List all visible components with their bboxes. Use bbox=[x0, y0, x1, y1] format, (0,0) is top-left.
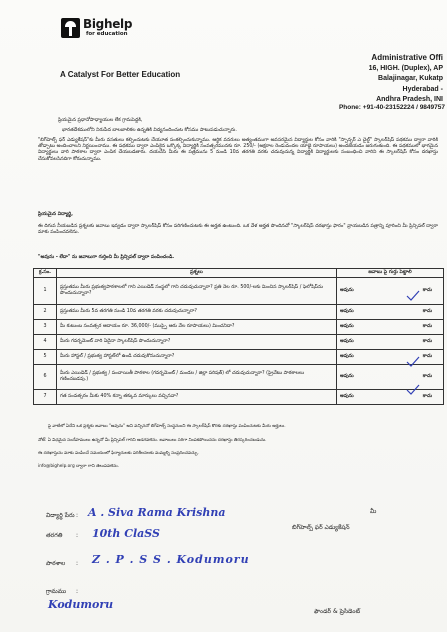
salutation: ప్రియమైన ప్రధానోపాధ్యాయుల లేక గ్రామపెద్దకి, bbox=[58, 118, 143, 123]
address-line: Andhra Pradesh, INI bbox=[376, 96, 443, 103]
answer-yes[interactable]: అవును bbox=[340, 339, 354, 344]
footer-line-3: ఈ దరఖాస్తును మాకు పంపించే సమయంలో ఫిర్యాదులకు పరిశీలనలకు మమ్మల్ని సంప్రదించవచ్చు. bbox=[38, 451, 199, 456]
tick-icon bbox=[407, 291, 419, 300]
answer-yes[interactable]: అవును bbox=[340, 309, 354, 314]
row-question: ప్రస్తుతము మీరు 5వ తరగతి నుండి 10వ తరగతి వరకు చదువుచున్నారా? bbox=[57, 305, 337, 320]
school-label: పాఠశాల bbox=[46, 560, 66, 567]
bighelp-logo-icon bbox=[61, 18, 80, 38]
village-label: గ్రామము bbox=[46, 588, 67, 595]
tagline: A Catalyst For Better Education bbox=[60, 70, 181, 79]
answer-no[interactable]: కాదు bbox=[422, 354, 432, 359]
address-line: Hyderabad - bbox=[402, 85, 443, 93]
student-name-label: విద్యార్థి పేరు bbox=[46, 512, 75, 519]
logo-name: Bighelp bbox=[83, 17, 133, 31]
school-value[interactable]: Z . P . S S . Kodumoru bbox=[92, 553, 250, 566]
column-header-answer: జవాబు పై గుర్తు పెట్టాలి bbox=[337, 269, 444, 278]
answer-yes[interactable]: అవును bbox=[340, 354, 354, 359]
answer-tick-marks bbox=[355, 290, 435, 400]
answer-no[interactable]: కాదు bbox=[422, 309, 432, 314]
answer-no[interactable]: కాదు bbox=[422, 339, 432, 344]
answer-no[interactable]: కాదు bbox=[422, 394, 432, 399]
row-question: గత సంవత్సరం మీకు 40% కన్నా తక్కువ మార్కులు వచ్చినవా? bbox=[57, 390, 337, 405]
footer-line-1: పై వాటిలో ఏదేని ఒక ప్రశ్నకు జవాబు "అవును" అని వచ్చినచో బిగ్‌హెల్ప్ సంస్థనుంచి ఈ స్కాలర్‌షిప్ కొరకు దరఖాస్తు పంపించుటకు మీరు అర్హులు. bbox=[48, 424, 286, 429]
phone-number: Phone: +91-40-23152224 / 9849757 bbox=[338, 104, 445, 111]
row-question: మీరు హాస్టల్ / ప్రభుత్వ హాస్టల్‌లో ఉండి చదువుకొనుచున్నారా? bbox=[57, 350, 337, 365]
row-question: మీరు గవర్నమెంట్ వారి ఏదైనా స్కాలర్‌షిప్ పొందుచున్నారా? bbox=[57, 335, 337, 350]
column-header-question: ప్రశ్నలు bbox=[57, 269, 337, 278]
tick-icon bbox=[407, 385, 419, 394]
signature-org: బిగ్‌హెల్ప్ ఫర్ ఎడ్యుకేషన్ bbox=[292, 524, 350, 531]
student-salutation: ప్రియమైన విద్యార్థి, bbox=[38, 212, 73, 217]
signature-founder: ఫౌండర్ & ప్రెసిడెంట్ bbox=[314, 608, 361, 615]
row-question: మీరు ఎయిడెడ్ / ప్రభుత్వ / పంచాయితీ పాఠశాల (గవర్నమెంట్ / మండల / జిల్లా పరిషత్) లో చదువుచున్నారా? (ప్రైవేటు పాఠశాలలు గణించబడవు.) bbox=[57, 365, 337, 390]
scanned-document: Bighelp for education A Catalyst For Better Education Administrative Offi 16, HIGH. (Duplex), AP Balajinagar, Kukatp Hyderabad - Andhra Pradesh, INI Phone: +91-40-23152224 / 9849757 ప్రియమైన ప్రధానోపాధ్యాయుల లేక గ్రామపెద్దకి, భారతదేశములోని నిరుపేద బాలబాలికల ఉన్నతికి విద్యనందించుట కోసము పాటుపడుచున్నారు. "బిగ్‌హెల్ప్ ఫర్ ఎడ్యుకేషన్"కు మీరు వసతులు కల్పించుటకు చేయూత సంకల్పించుకున్నాము. ఆర్థిక వనరులు అత్యంతముగా అవసరమైన విద్యార్థుల కోసం వారికి "స్పాన్సర్ ఎ చైల్డ్" స్కాలర్‌షిప్ పథకము ద్వారా వారికి తోడ్పాటు అందించాలని నిర్ణయించాము. ఈ పథకము ద్వారా ఎంపికైన ఒక్కొక్క విద్యార్థికి సంవత్సరమునకు రూ. 250/- (అక్షరాల రెండువందల యాభై రూపాయలు) అందజేయడం జరుగుతుంది. ఈ పథకములో భాగమైన విద్యార్థులు వారి పాఠశాల ద్వారా ఎంపిక చేయబడతారు. దయచేసి మీరు ఈ పత్రమును 5 నుండి 10వ తరగతి వరకు చదువుచున్న విద్యార్థికి విద్యార్థులకు సంబంధించి వారిని ఈ స్కాలర్‌షిప్ కోసం దరఖాస్తు చేసుకోవలసినదిగా కోరుచున్నాము. ప్రియమైన విద్యార్థి, ఈ దిగువ నీయబడిన ప్రశ్నలకు జవాబు ఇవ్వడం ద్వారా స్కాలర్‌షిప్ కోసం పరిగణించుటకు ఈ అర్హత ఉంటుంది. ఒక వేళ అర్హత పొందినచో "స్కాలర్‌షిప్ దరఖాస్తు ఫారం" వ్రాయబడిన పత్రాన్ని పూరించి మీ ప్రిన్సిపల్ ద్వారా మాకు పంపించవలెను. "అవును - లేదా" ను జవాబుగా గుర్తించి మీ ప్రిన్సిపల్ ద్వారా పంపించండి. క్ర.సం. ప్రశ్నలు జవాబు పై గుర్తు పెట్టాలి 1 ప్రస్తుతము మీరు ప్రభుత్వపాఠశాలలో గాని ఎయిడెడ్ సంస్థలో గాని చదువుచున్నారా? ప్రతి నెల రూ. 500/-లకు మించిన స్కాలర్‌షిప్ / ఫెలోషిప్‌ను పొందుచున్నారా? అవును కాదు 2 ప్రస్తుతము మీరు 5వ తరగతి నుండి 10వ తరగతి వరకు చదువుచున్నారా? అవును కాదు 3 మీ కుటుంబ సంవత్సర ఆదాయం రూ. 36,000/- (ముప్పై ఆరు వేల రూపాయలు) మించనిదా? అవును కాదు 4 మీరు గవర్నమెంట్ వారి ఏదైనా స్కాలర్‌షిప్ పొందుచున్నారా? అవును కాదు 5 మీరు హాస్టల్ / ప్రభుత్వ హాస్టల్‌లో ఉండి చదువుకొనుచున్నారా? అవును కాదు 6 మీరు ఎయిడెడ్ / ప్రభుత్వ / పంచాయితీ పాఠశాల (గవర్నమెంట్ / మండల / జిల్లా పరిషత్) లో చదువుచున్నారా? (ప్రైవేటు పాఠశాలలు గణించబడవు.) అవును కాదు 7 గత సంవత్సరం మీకు 40% కన్నా తక్కువ మార్కులు వచ్చినవా? అవును కాదు పై వాటిలో ఏదేని ఒక ప్రశ్నకు జవాబు "అవును" అని వచ్చినచో బిగ్‌హెల్ప్ సంస్థనుంచి ఈ స్కాలర్‌షిప్ కొరకు దరఖాస్తు పంపించుటకు మీరు అర్హులు. నోట్: ఏ విధమైన సందేహములు ఉన్నచో మీ ప్రిన్సిపల్ గారిని అడగవలెను. జవాబులు సరిగా నింపకపోయినను దరఖాస్తు తిరస్కరించబడును. ఈ దరఖాస్తును మాకు పంపించే సమయంలో ఫిర్యాదులకు పరిశీలనలకు మమ్మల్ని సంప్రదించవచ్చు. info@bighelp.org ద్వారా గాని తెలుపవలెను. విద్యార్థి పేరు : A . Siva Rama Krishna తరగతి : 10th ClaSS పాఠశాల : Z . P . S S . Kodumoru గ్రామము : Kodumoru మీ బిగ్‌హెల్ప్ ఫర్ ఎడ్యుకేషన్ ఫౌండర్ & ప్రెసిడెంట్ bbox=[0, 0, 447, 632]
footer-note: నోట్: ఏ విధమైన సందేహములు ఉన్నచో మీ ప్రిన్సిపల్ గారిని అడగవలెను. జవాబులు సరిగా నింపకపోయినను దరఖాస్తు తిరస్కరించబడును. bbox=[38, 438, 267, 443]
answer-yes[interactable]: అవును bbox=[340, 394, 354, 399]
tick-icon bbox=[407, 357, 419, 366]
address-line: 16, HIGH. (Duplex), AP bbox=[368, 64, 443, 72]
row-number: 7 bbox=[34, 390, 57, 405]
footer-email: info@bighelp.org ద్వారా గాని తెలుపవలెను. bbox=[38, 464, 120, 469]
column-header-number: క్ర.సం. bbox=[34, 269, 57, 278]
logo-subtitle: for education bbox=[86, 31, 128, 37]
row-question: మీ కుటుంబ సంవత్సర ఆదాయం రూ. 36,000/- (ముప్పై ఆరు వేల రూపాయలు) మించనిదా? bbox=[57, 320, 337, 335]
row-number: 6 bbox=[34, 365, 57, 390]
village-value[interactable]: Kodumoru bbox=[48, 598, 114, 611]
answer-yes[interactable]: అవును bbox=[340, 374, 354, 379]
answer-no[interactable]: కాదు bbox=[422, 374, 432, 379]
instructions-paragraph: ఈ దిగువ నీయబడిన ప్రశ్నలకు జవాబు ఇవ్వడం ద్వారా స్కాలర్‌షిప్ కోసం పరిగణించుటకు ఈ అర్హత ఉంటుంది. ఒక వేళ అర్హత పొందినచో "స్కాలర్‌షిప్ దరఖాస్తు ఫారం" వ్రాయబడిన పత్రాన్ని పూరించి మీ ప్రిన్సిపల్ ద్వారా మాకు పంపించవలెను. bbox=[38, 224, 438, 236]
class-label: తరగతి bbox=[46, 532, 63, 539]
row-question: ప్రస్తుతము మీరు ప్రభుత్వపాఠశాలలో గాని ఎయిడెడ్ సంస్థలో గాని చదువుచున్నారా? ప్రతి నెల రూ. 500/-లకు మించిన స్కాలర్‌షిప్ / ఫెలోషిప్‌ను పొందుచున్నారా? bbox=[57, 278, 337, 305]
row-number: 2 bbox=[34, 305, 57, 320]
row-number: 3 bbox=[34, 320, 57, 335]
answer-no[interactable]: కాదు bbox=[422, 324, 432, 329]
row-number: 5 bbox=[34, 350, 57, 365]
answer-yes[interactable]: అవును bbox=[340, 288, 354, 293]
intro-paragraph: "బిగ్‌హెల్ప్ ఫర్ ఎడ్యుకేషన్"కు మీరు వసతులు కల్పించుటకు చేయూత సంకల్పించుకున్నాము. ఆర్థిక వనరులు అత్యంతముగా అవసరమైన విద్యార్థుల కోసం వారికి "స్పాన్సర్ ఎ చైల్డ్" స్కాలర్‌షిప్ పథకము ద్వారా వారికి తోడ్పాటు అందించాలని నిర్ణయించాము. ఈ పథకము ద్వారా ఎంపికైన ఒక్కొక్క విద్యార్థికి సంవత్సరమునకు రూ. 250/- (అక్షరాల రెండువందల యాభై రూపాయలు) అందజేయడం జరుగుతుంది. ఈ పథకములో భాగమైన విద్యార్థులు వారి పాఠశాల ద్వారా ఎంపిక చేయబడతారు. దయచేసి మీరు ఈ పత్రమును 5 నుండి 10వ తరగతి వరకు చదువుచున్న విద్యార్థికి విద్యార్థులకు సంబంధించి వారిని ఈ స్కాలర్‌షిప్ కోసం దరఖాస్తు చేసుకోవలసినదిగా కోరుచున్నాము. bbox=[38, 138, 438, 162]
signature-regards: మీ bbox=[370, 508, 377, 515]
answer-no[interactable]: కాదు bbox=[422, 288, 432, 293]
greeting-line: భారతదేశములోని నిరుపేద బాలబాలికల ఉన్నతికి విద్యనందించుట కోసము పాటుపడుచున్నారు. bbox=[62, 128, 237, 133]
office-address bbox=[283, 53, 443, 106]
address-line: Balajinagar, Kukatp bbox=[378, 75, 443, 82]
row-number: 4 bbox=[34, 335, 57, 350]
instruction-line: "అవును - లేదా" ను జవాబుగా గుర్తించి మీ ప్రిన్సిపల్ ద్వారా పంపించండి. bbox=[38, 255, 175, 260]
student-name-value[interactable]: A . Siva Rama Krishna bbox=[88, 506, 226, 519]
row-number: 1 bbox=[34, 278, 57, 305]
answer-yes[interactable]: అవును bbox=[340, 324, 354, 329]
class-value[interactable]: 10th ClaSS bbox=[92, 527, 160, 540]
table-header-row bbox=[34, 269, 444, 278]
office-title: Administrative Offi bbox=[371, 53, 443, 62]
